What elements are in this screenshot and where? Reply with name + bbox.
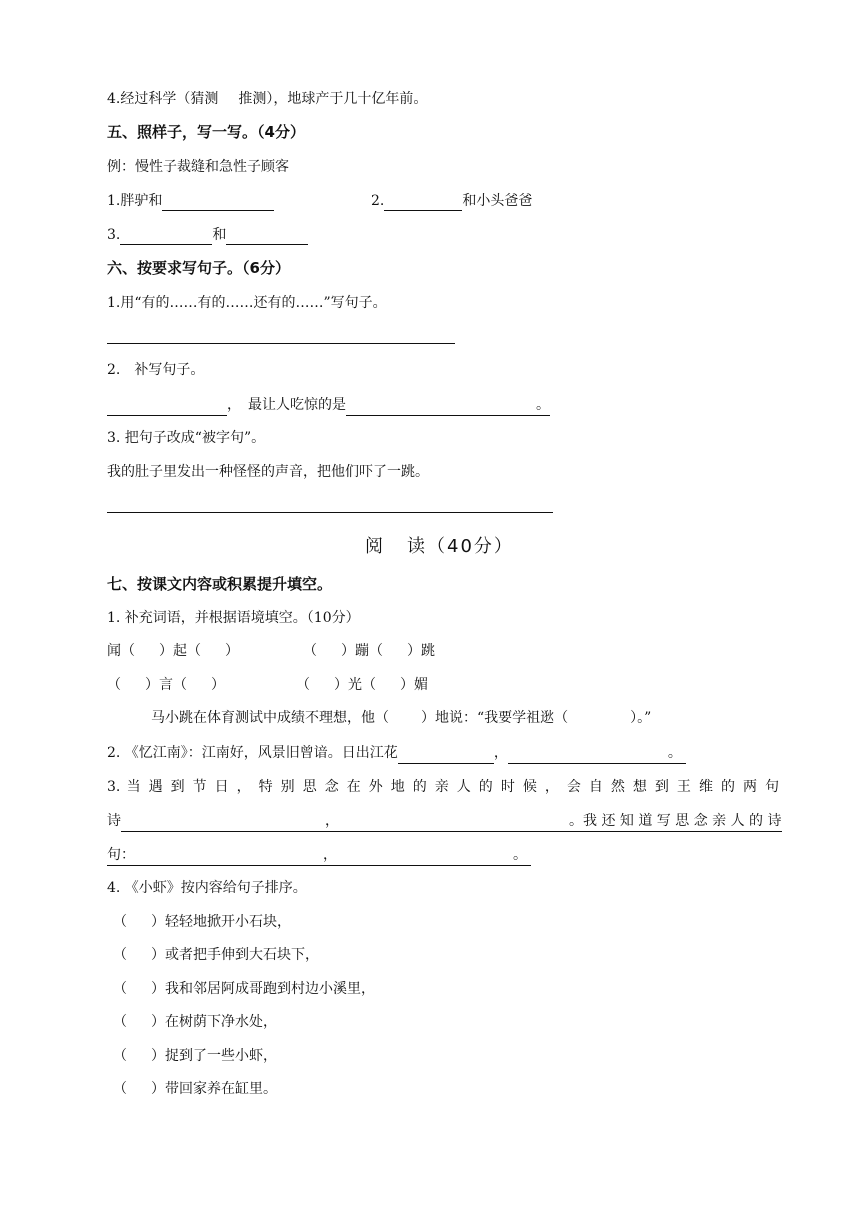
section-7-q3-line3: 句： ， 。 bbox=[107, 845, 531, 866]
blank-poem-3[interactable] bbox=[135, 849, 323, 866]
blank-q2b[interactable] bbox=[346, 399, 536, 416]
section-6-heading: 六、按要求写句子。（6分） bbox=[107, 259, 290, 277]
blank-wangwei-2[interactable] bbox=[339, 815, 569, 832]
question-4-text-b: 推测），地球产于几十亿年前。 bbox=[238, 91, 428, 107]
blank-poem-1[interactable] bbox=[398, 747, 494, 764]
section-5-item-2: 2. 和小头爸爸 bbox=[371, 193, 533, 209]
order-item: （ ）捉到了一些小虾， bbox=[113, 1048, 277, 1064]
section-7-heading: 七、按课文内容或积累提升填空。 bbox=[107, 575, 333, 593]
word-row-2b: （ ）光（ ）媚 bbox=[296, 677, 428, 693]
section-7-q3-line1: 3. 当 遇 到 节 日 ， 特 别 思 念 在 外 地 的 亲 人 的 时 候 ， 会 自 然 想 到 王 维 的 两 句 bbox=[107, 779, 779, 795]
section-6-q1: 1.用“有的……有的……还有的……”写句子。 bbox=[107, 295, 387, 311]
order-item: （ ）或者把手伸到大石块下， bbox=[113, 947, 319, 963]
answer-line-q1[interactable] bbox=[107, 343, 455, 344]
word-row-2: （ ）言（ ） bbox=[107, 677, 225, 693]
section-6-q2: 2. 补写句子。 bbox=[107, 362, 205, 378]
blank-q2a[interactable] bbox=[107, 399, 227, 416]
blank-2[interactable] bbox=[384, 194, 462, 211]
section-6-q2-line: ， 最让人吃惊的是 。 bbox=[107, 395, 550, 416]
blank-1[interactable] bbox=[162, 194, 274, 211]
question-4-line: 4.经过科学（猜测 推测），地球产于几十亿年前。 bbox=[107, 91, 428, 107]
blank-wangwei-1[interactable] bbox=[121, 815, 325, 832]
blank-poem-2[interactable] bbox=[508, 747, 668, 764]
order-item: （ ）带回家养在缸里。 bbox=[113, 1081, 277, 1097]
section-5-heading: 五、照样子，写一写。（4分） bbox=[107, 123, 305, 141]
context-sentence: 马小跳在体育测试中成绩不理想，他（ ）地说：“我要学祖逖（ ）。” bbox=[151, 710, 652, 726]
section-7-q1: 1. 补充词语，并根据语境填空。（10分） bbox=[107, 610, 360, 626]
blank-poem-4[interactable] bbox=[337, 849, 513, 866]
section-7-q2: 2. 《忆江南》：江南好，风景旧曾谙。日出江花 ， 。 bbox=[107, 743, 686, 764]
section-7-q4: 4. 《小虾》按内容给句子排序。 bbox=[107, 880, 307, 896]
section-6-q3-sentence: 我的肚子里发出一种怪怪的声音，把他们吓了一跳。 bbox=[107, 464, 429, 480]
word-row-1b: （ ）蹦（ ）跳 bbox=[303, 643, 435, 659]
question-4-text-a: 4. bbox=[107, 91, 121, 107]
section-6-q3: 3. 把句子改成“被字句”。 bbox=[107, 430, 266, 446]
order-item: （ ）在树荫下净水处， bbox=[113, 1014, 277, 1030]
order-item: （ ）轻轻地掀开小石块， bbox=[113, 914, 291, 930]
section-5-example: 例：慢性子裁缝和急性子顾客 bbox=[107, 159, 289, 175]
word-row-1: 闻（ ）起（ ） bbox=[107, 643, 239, 659]
blank-3a[interactable] bbox=[120, 228, 212, 245]
answer-line-q3[interactable] bbox=[107, 512, 553, 513]
section-5-item-3: 3. 和 bbox=[107, 225, 308, 245]
section-5-item-1: 1.胖驴和 bbox=[107, 191, 274, 211]
order-item: （ ）我和邻居阿成哥跑到村边小溪里， bbox=[113, 981, 375, 997]
blank-3b[interactable] bbox=[226, 228, 308, 245]
reading-title: 阅 读（40分） bbox=[365, 536, 514, 557]
section-7-q3-line2: 诗 ， 。我 还 知 道 写 思 念 亲 人 的 诗 bbox=[107, 811, 782, 832]
